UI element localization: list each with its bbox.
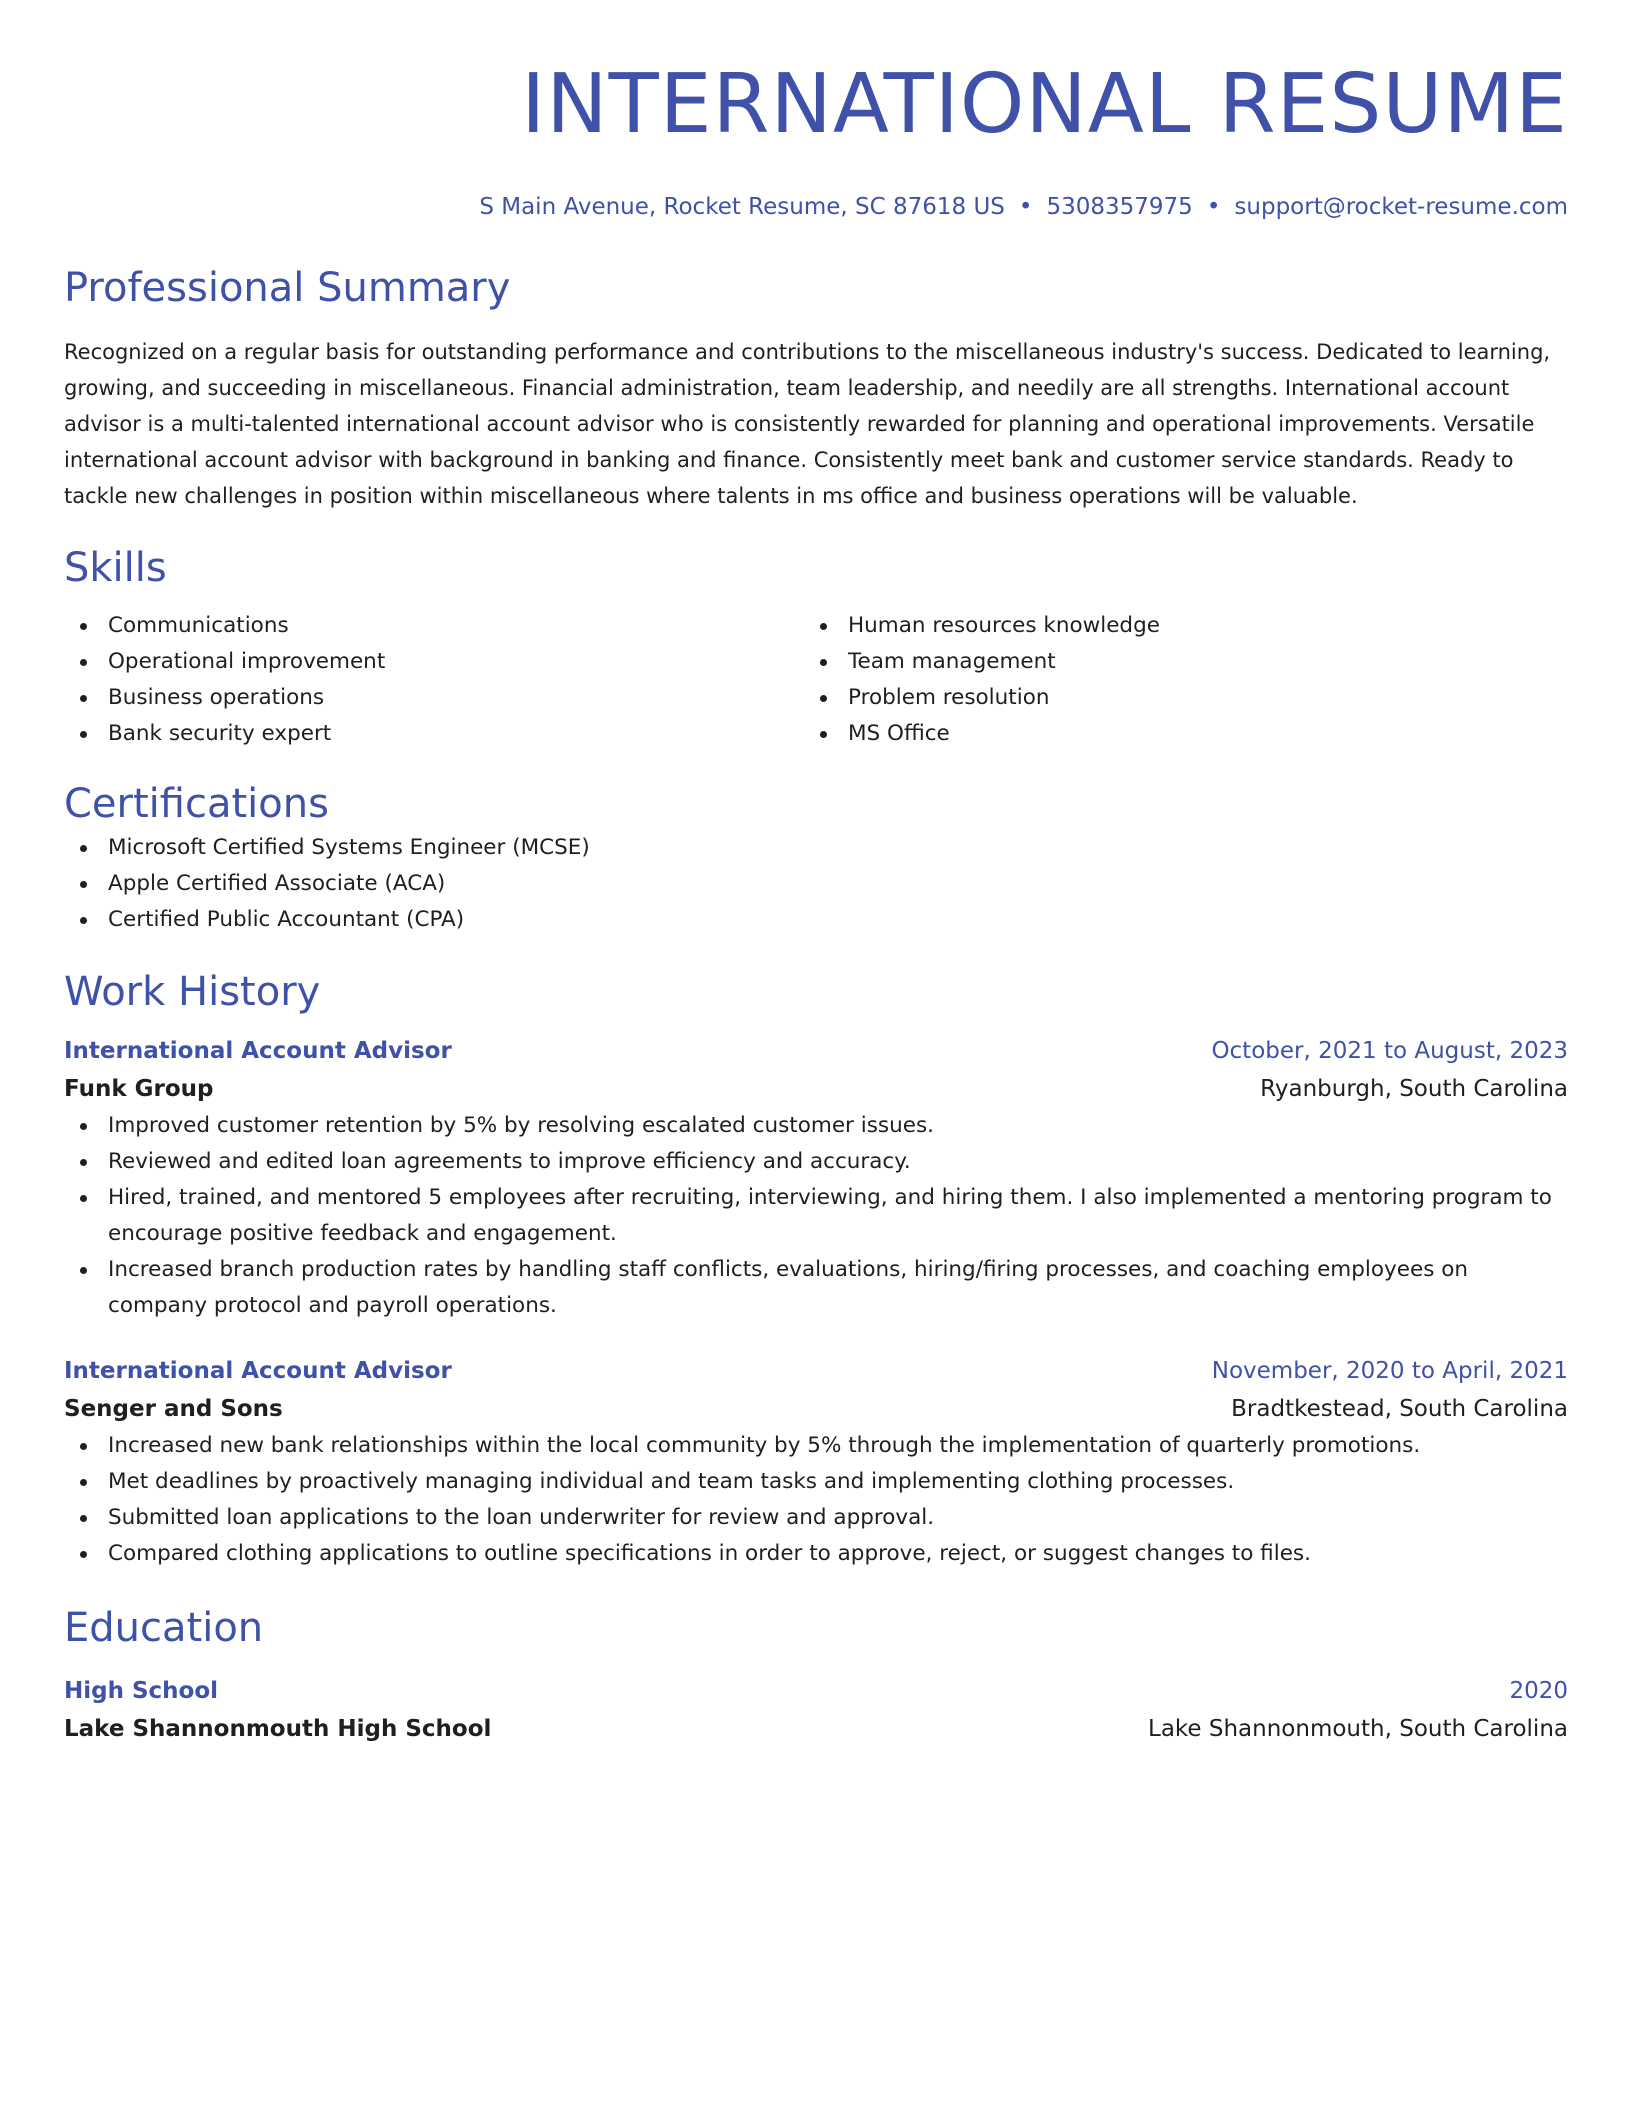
job-entry bbox=[64, 1352, 1568, 1572]
education-school: Lake Shannonmouth High School bbox=[64, 1716, 492, 1742]
job-company: Funk Group bbox=[64, 1076, 214, 1102]
education-entry bbox=[64, 1672, 1568, 1748]
skill-item: Problem resolution bbox=[804, 680, 1544, 716]
certifications-heading: Certifications bbox=[64, 781, 329, 827]
job-bullets bbox=[64, 1428, 1568, 1572]
job-bullet: Improved customer retention by 5% by resolving escalated customer issues. bbox=[64, 1108, 1568, 1144]
skill-item: MS Office bbox=[804, 716, 1544, 752]
education-degree: High School bbox=[64, 1678, 219, 1704]
job-dates: November, 2020 to April, 2021 bbox=[1211, 1358, 1568, 1384]
job-header-row bbox=[64, 1032, 1568, 1070]
job-bullet: Reviewed and edited loan agreements to improve efficiency and accuracy. bbox=[64, 1144, 1568, 1180]
education-header-row bbox=[64, 1672, 1568, 1710]
certification-item: Apple Certified Associate (ACA) bbox=[64, 866, 1568, 902]
job-company: Senger and Sons bbox=[64, 1396, 283, 1422]
job-title: International Account Advisor bbox=[64, 1038, 452, 1064]
job-bullet: Submitted loan applications to the loan underwriter for review and approval. bbox=[64, 1500, 1568, 1536]
education-location: Lake Shannonmouth, South Carolina bbox=[1148, 1716, 1568, 1742]
certifications-list bbox=[64, 830, 1568, 938]
job-bullet: Met deadlines by proactively managing individual and team tasks and implementing clothing processes. bbox=[64, 1464, 1568, 1500]
job-title: International Account Advisor bbox=[64, 1358, 452, 1384]
skills-grid bbox=[64, 608, 1568, 752]
job-dates: October, 2021 to August, 2023 bbox=[1211, 1038, 1568, 1064]
certification-item: Microsoft Certified Systems Engineer (MCSE) bbox=[64, 830, 1568, 866]
job-location: Ryanburgh, South Carolina bbox=[1260, 1076, 1568, 1102]
job-bullet: Increased branch production rates by handling staff conflicts, evaluations, hiring/firing processes, and coaching employees on company protocol and payroll operations. bbox=[64, 1252, 1568, 1324]
education-school-row bbox=[64, 1710, 1568, 1748]
skill-item: Business operations bbox=[64, 680, 804, 716]
job-bullet: Increased new bank relationships within the local community by 5% through the implementation of quarterly promotions. bbox=[64, 1428, 1568, 1464]
job-location: Bradtkestead, South Carolina bbox=[1231, 1396, 1568, 1422]
job-header-row bbox=[64, 1352, 1568, 1390]
resume-name: INTERNATIONAL RESUME bbox=[521, 57, 1568, 152]
job-company-row bbox=[64, 1070, 1568, 1108]
job-bullet: Hired, trained, and mentored 5 employees after recruiting, interviewing, and hiring them. I also implemented a mentoring program to encourage positive feedback and engagement. bbox=[64, 1180, 1568, 1252]
skill-item: Human resources knowledge bbox=[804, 608, 1544, 644]
contact-separator: • bbox=[1018, 194, 1033, 220]
contact-phone: 5308357975 bbox=[1046, 194, 1193, 220]
contact-line bbox=[64, 192, 1568, 222]
skills-heading: Skills bbox=[64, 545, 167, 591]
summary-heading: Professional Summary bbox=[64, 265, 511, 311]
education-heading: Education bbox=[64, 1605, 264, 1651]
job-bullets bbox=[64, 1108, 1568, 1324]
work-history-heading: Work History bbox=[64, 969, 321, 1015]
contact-separator: • bbox=[1206, 194, 1221, 220]
job-company-row bbox=[64, 1390, 1568, 1428]
skill-item: Operational improvement bbox=[64, 644, 804, 680]
skills-list-left bbox=[64, 608, 804, 752]
job-bullet: Compared clothing applications to outline specifications in order to approve, reject, or suggest changes to files. bbox=[64, 1536, 1568, 1572]
contact-email: support@rocket-resume.com bbox=[1234, 194, 1568, 220]
resume-header bbox=[64, 50, 1568, 222]
skill-item: Team management bbox=[804, 644, 1544, 680]
skill-item: Bank security expert bbox=[64, 716, 804, 752]
job-entry bbox=[64, 1032, 1568, 1324]
certification-item: Certified Public Accountant (CPA) bbox=[64, 902, 1568, 938]
education-year: 2020 bbox=[1509, 1678, 1568, 1704]
summary-text: Recognized on a regular basis for outstanding performance and contributions to the miscellaneous industry's success. Dedicated to learning, growing, and succeeding in miscellaneous. Financial administration, team leadership, and needily are all strengths. International account advisor is a multi-talented international account advisor who is consistently rewarded for planning and operational improvements. Versatile international account advisor with background in banking and finance. Consistently meet bank and customer service standards. Ready to tackle new challenges in position within miscellaneous where talents in ms office and business operations will be valuable. bbox=[64, 340, 1551, 508]
skills-list-right bbox=[804, 608, 1544, 752]
contact-address: S Main Avenue, Rocket Resume, SC 87618 US bbox=[479, 194, 1005, 220]
skill-item: Communications bbox=[64, 608, 804, 644]
